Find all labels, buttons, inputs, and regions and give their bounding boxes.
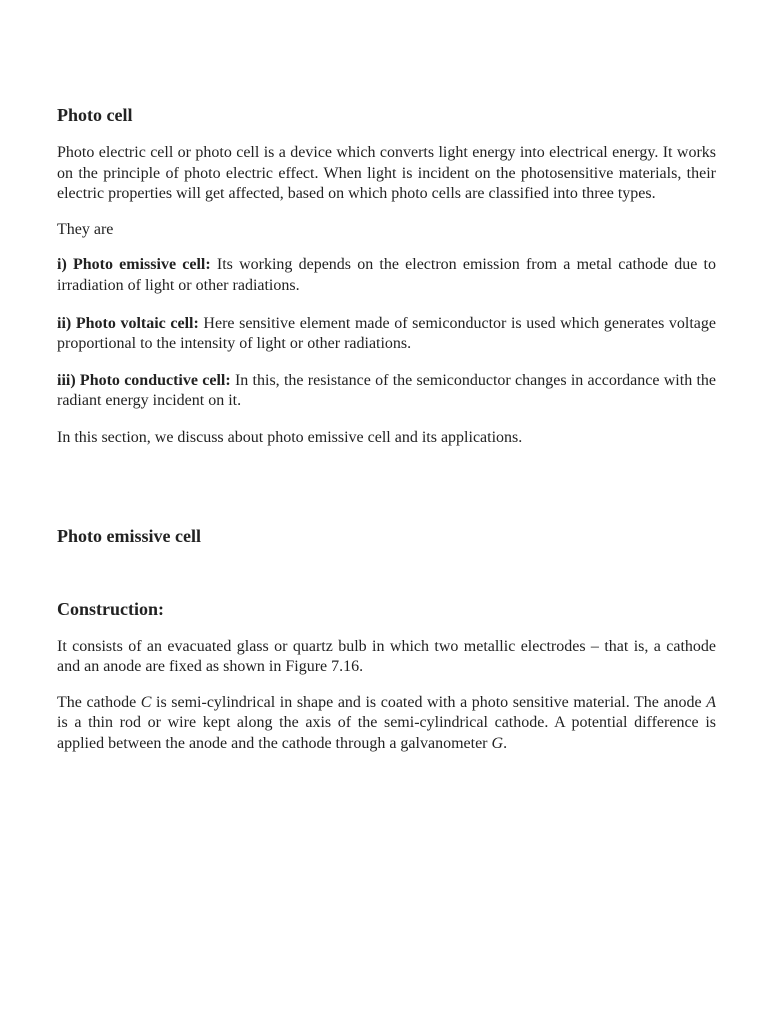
symbol-galvanometer: G	[491, 734, 504, 752]
paragraph-intro: Photo electric cell or photo cell is a device which converts light energy into electrical energy. It works on the principle of photo electric effect. When light is incident on the photosensitive materials, their electric properties will get affected, based on which photo cells are classified into three types.	[57, 144, 716, 203]
paragraph-they-are: They are	[57, 220, 114, 238]
list-item-photo-conductive	[57, 371, 716, 412]
list-item-photo-voltaic	[57, 314, 716, 355]
text-segment: is semi-cylindrical in shape and is coated with a photo sensitive material. The anode	[151, 693, 707, 711]
heading-photo-cell: Photo cell	[57, 105, 133, 125]
term-photo-emissive: i) Photo emissive cell:	[57, 256, 211, 274]
heading-construction: Construction:	[57, 598, 164, 619]
definition-photo-emissive: Its working depends on the electron emission from a metal cathode due to irradiation of light or other radiations.	[57, 256, 716, 294]
symbol-cathode: C	[140, 693, 152, 711]
text-segment: is a thin rod or wire kept along the axis of the semi-cylindrical cathode. A potential difference is applied between the anode and the cathode through a galvanometer	[57, 714, 716, 752]
paragraph-section-note: In this section, we discuss about photo emissive cell and its applications.	[57, 428, 523, 446]
definition-photo-conductive: In this, the resistance of the semiconductor changes in accordance with the radiant energy incident on it.	[57, 371, 717, 410]
paragraph-construction-bulb: It consists of an evacuated glass or quartz bulb in which two metallic electrodes – that is, a cathode and an anode are fixed as shown in Figure 7.16.	[57, 637, 716, 676]
heading-photo-emissive-cell: Photo emissive cell	[57, 525, 201, 546]
symbol-anode: A	[706, 693, 717, 711]
text-segment: .	[503, 734, 508, 752]
list-item-photo-emissive	[57, 255, 716, 296]
term-photo-conductive: iii) Photo conductive cell:	[57, 371, 231, 389]
text-segment: The cathode	[57, 693, 141, 711]
term-photo-voltaic: ii) Photo voltaic cell:	[57, 314, 199, 332]
paragraph-construction-electrodes	[57, 693, 716, 755]
definition-photo-voltaic: Here sensitive element made of semiconductor is used which generates voltage proportional to the intensity of light or other radiations.	[57, 314, 716, 353]
